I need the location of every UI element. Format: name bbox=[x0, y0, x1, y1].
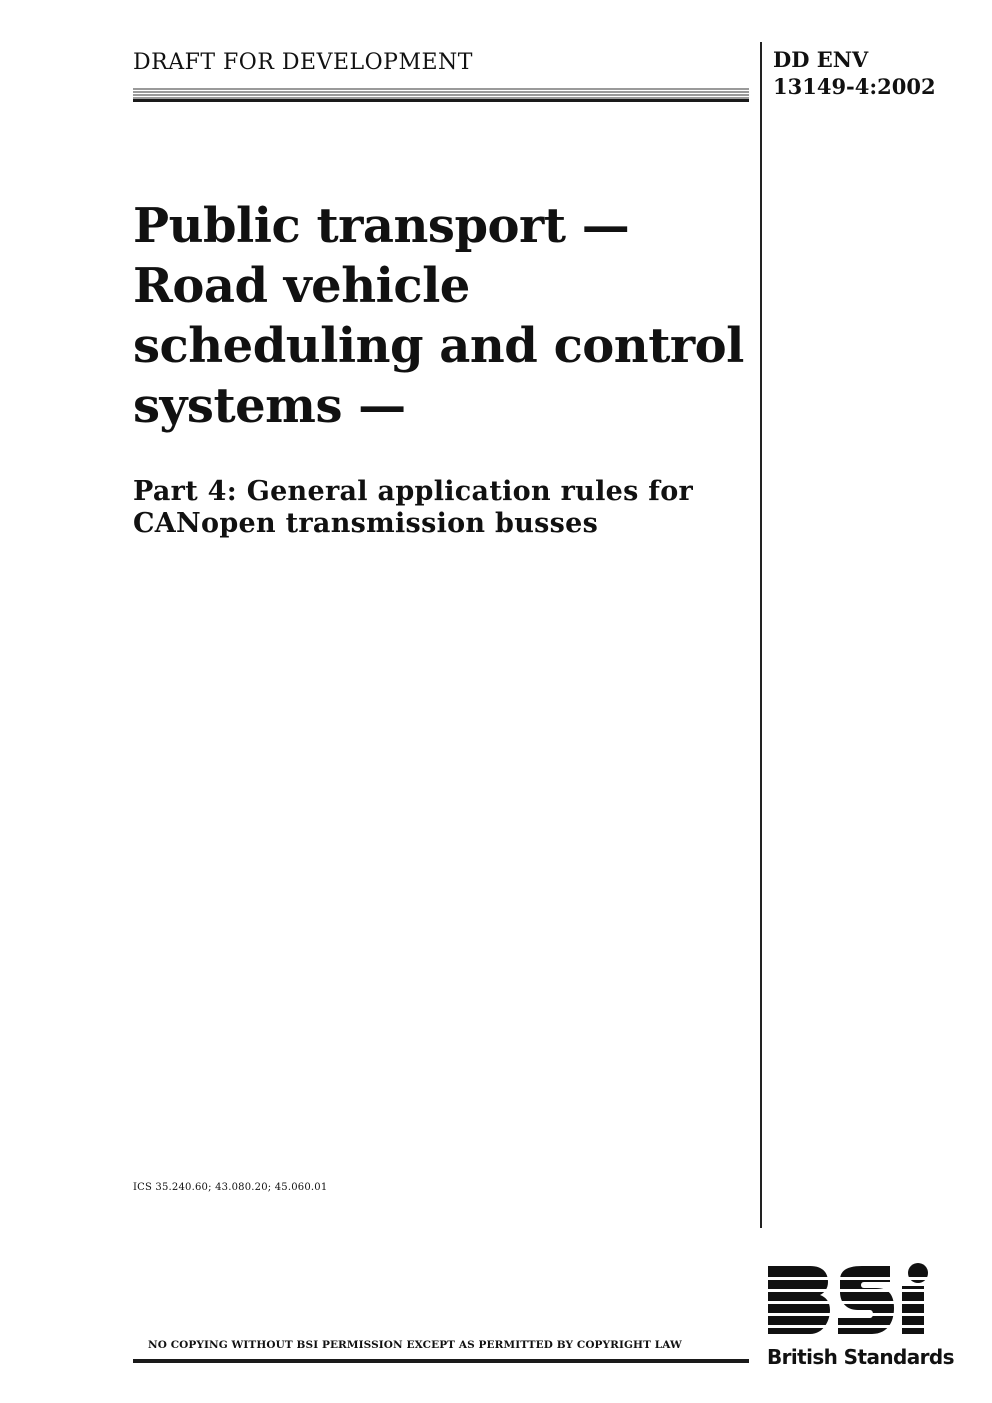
part-subtitle bbox=[133, 476, 753, 540]
subtitle-line-1: Part 4: General application rules for bbox=[133, 476, 694, 507]
title-line-2: Road vehicle bbox=[133, 258, 470, 314]
document-number-line-1: DD ENV bbox=[773, 47, 869, 72]
bsi-logo-mark-icon bbox=[766, 1262, 946, 1342]
title-line-4: systems — bbox=[133, 378, 406, 434]
document-number bbox=[773, 46, 973, 100]
footer-rule bbox=[133, 1359, 749, 1363]
document-number-line-2: 13149-4:2002 bbox=[773, 74, 936, 99]
copyright-notice: NO COPYING WITHOUT BSI PERMISSION EXCEPT AS PERMITTED BY COPYRIGHT LAW bbox=[148, 1339, 682, 1351]
vertical-divider bbox=[760, 42, 762, 1228]
title-line-1: Public transport — bbox=[133, 198, 630, 254]
logo-caption: British Standards bbox=[767, 1345, 954, 1369]
ics-classification: ICS 35.240.60; 43.080.20; 45.060.01 bbox=[133, 1182, 328, 1193]
subtitle-line-2: CANopen transmission busses bbox=[133, 508, 599, 539]
header-rule bbox=[133, 88, 749, 102]
title-line-3: scheduling and control bbox=[133, 318, 744, 374]
draft-label: DRAFT FOR DEVELOPMENT bbox=[133, 50, 473, 75]
page-title bbox=[133, 196, 753, 436]
